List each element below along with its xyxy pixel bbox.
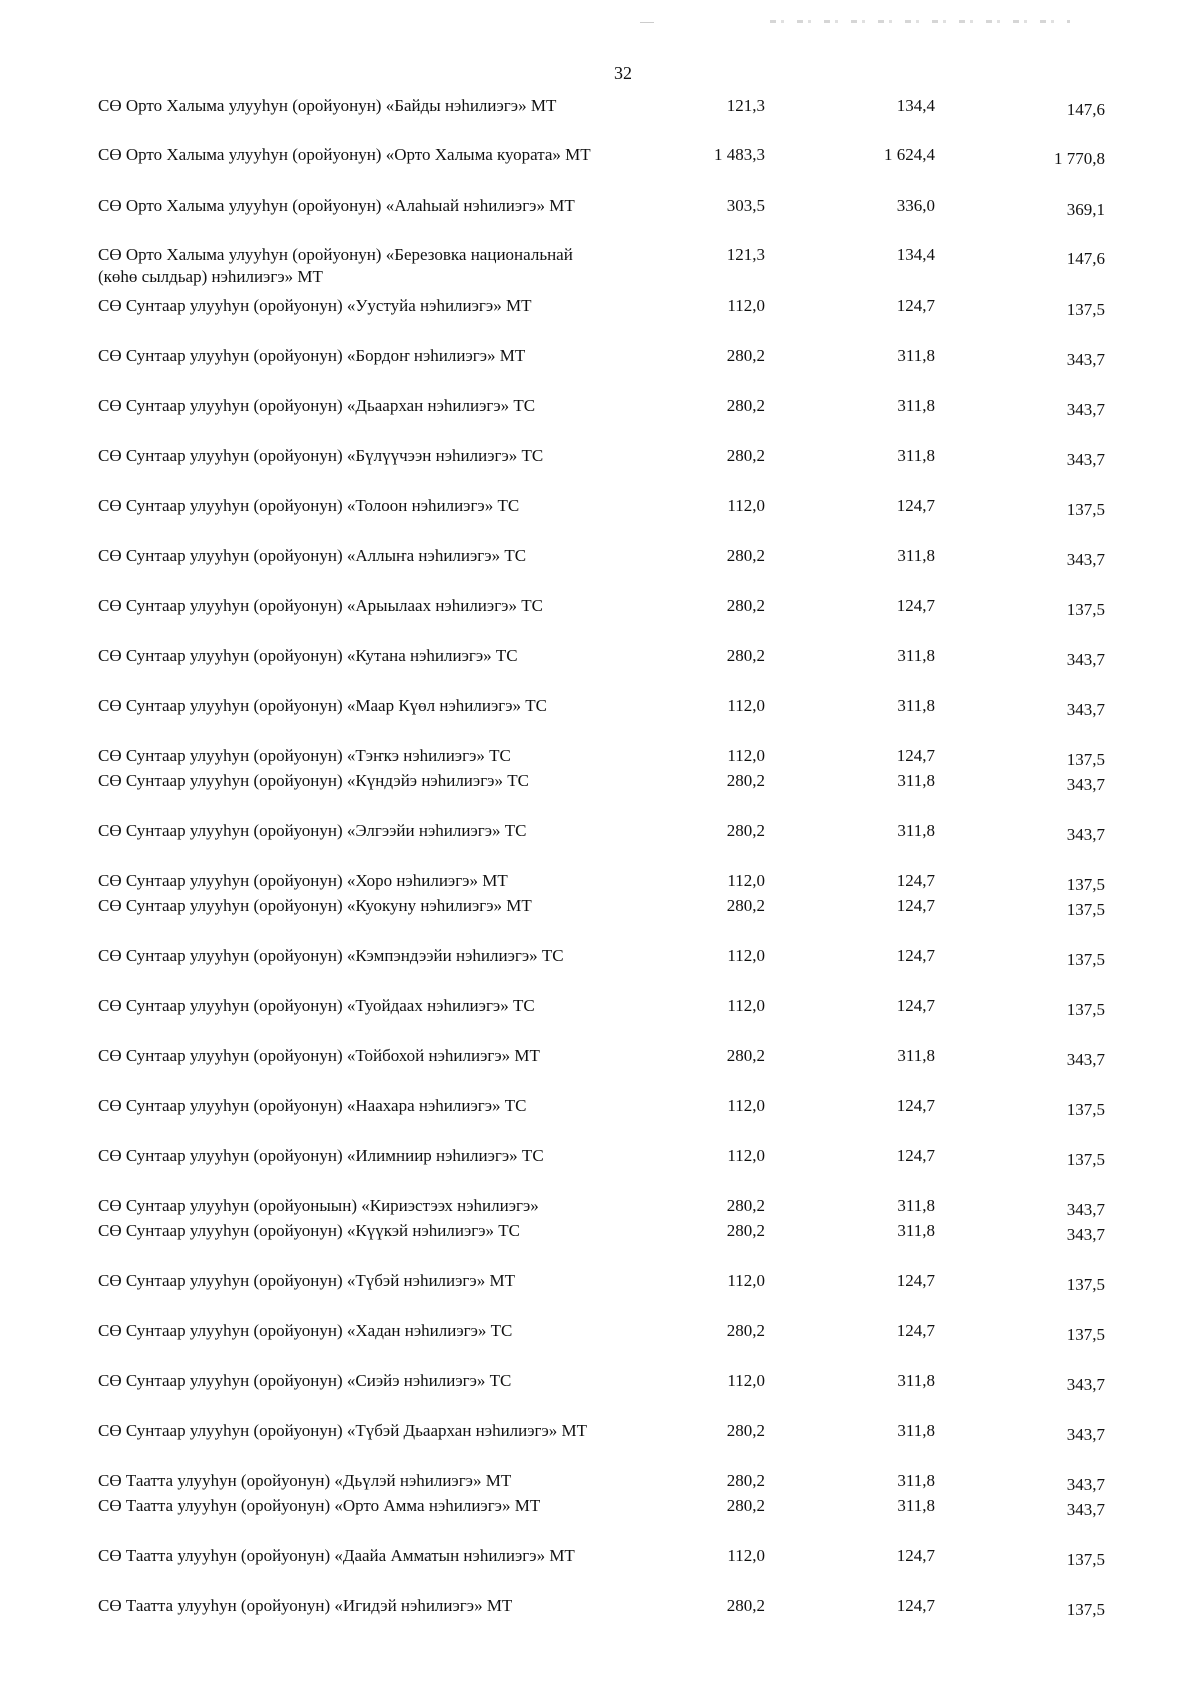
value-col-2: 124,7 — [896, 296, 935, 315]
value-col-2: 124,7 — [896, 946, 935, 965]
value-col-2: 124,7 — [896, 996, 935, 1015]
value-col-1: 112,0 — [727, 1371, 765, 1390]
value-col-2: 311,8 — [897, 771, 935, 790]
value-col-2: 1 624,4 — [884, 145, 935, 164]
value-col-3: 343,7 — [1066, 1475, 1105, 1494]
row-name: СӨ Сунтаар улууһун (оройуонун) «Күндэйэ нэһилиэгэ» ТС — [98, 771, 529, 790]
row-name: СӨ Сунтаар улууһун (оройуонун) «Бүлүүчээн нэһилиэгэ» ТС — [98, 446, 544, 465]
value-col-3: 137,5 — [1066, 600, 1105, 619]
value-col-3: 147,6 — [1066, 249, 1105, 268]
value-col-3: 343,7 — [1066, 1200, 1105, 1219]
row-name: СӨ Сунтаар улууһун (оройуонун) «Кэмпэндээйи нэһилиэгэ» ТС — [98, 946, 564, 965]
value-col-2: 124,7 — [896, 1146, 935, 1165]
value-col-1: 121,3 — [726, 245, 765, 264]
row-name: СӨ Сунтаар улууһун (оройуонун) «Илимниир нэһилиэгэ» ТС — [98, 1146, 544, 1165]
value-col-1: 1 483,3 — [714, 145, 765, 164]
row-name: СӨ Сунтаар улууһун (оройуонун) «Тойбохой нэһилиэгэ» МТ — [98, 1046, 540, 1065]
value-col-3: 343,7 — [1066, 650, 1105, 669]
value-col-3: 137,5 — [1066, 1000, 1105, 1019]
row-name: СӨ Сунтаар улууһун (оройуонун) «Түбэй нэһилиэгэ» МТ — [98, 1271, 515, 1290]
value-col-3: 137,5 — [1066, 750, 1105, 769]
value-col-3: 137,5 — [1066, 1550, 1105, 1569]
value-col-2: 311,8 — [897, 821, 935, 840]
value-col-2: 311,8 — [897, 1046, 935, 1065]
value-col-2: 134,4 — [896, 245, 935, 264]
value-col-1: 112,0 — [727, 496, 765, 515]
row-name: СӨ Сунтаар улууһун (оройуоныын) «Кириэстээх нэһилиэгэ» — [98, 1196, 539, 1215]
row-name: СӨ Сунтаар улууһун (оройуонун) «Хадан нэһилиэгэ» ТС — [98, 1321, 513, 1340]
value-col-1: 112,0 — [727, 871, 765, 890]
value-col-1: 112,0 — [727, 1271, 765, 1290]
value-col-2: 311,8 — [897, 646, 935, 665]
row-name: СӨ Сунтаар улууһун (оройуонун) «Бордоҥ нэһилиэгэ» МТ — [98, 346, 526, 365]
value-col-1: 280,2 — [726, 396, 765, 415]
value-col-3: 147,6 — [1066, 100, 1105, 119]
value-col-2: 134,4 — [896, 96, 935, 115]
row-name: СӨ Сунтаар улууһун (оройуонун) «Хоро нэһилиэгэ» МТ — [98, 871, 508, 890]
row-name: СӨ Сунтаар улууһун (оройуонун) «Маар Күөл нэһилиэгэ» ТС — [98, 696, 548, 715]
value-col-2: 124,7 — [896, 746, 935, 765]
value-col-3: 343,7 — [1066, 1500, 1105, 1519]
value-col-1: 280,2 — [726, 546, 765, 565]
value-col-1: 112,0 — [727, 1546, 765, 1565]
value-col-2: 124,7 — [896, 496, 935, 515]
row-name: СӨ Сунтаар улууһун (оройуонун) «Сиэйэ нэһилиэгэ» ТС — [98, 1371, 512, 1390]
row-name: СӨ Таатта улууһун (оройуонун) «Даайа Амматын нэһилиэгэ» МТ — [98, 1546, 575, 1565]
value-col-2: 124,7 — [896, 1596, 935, 1615]
value-col-2: 311,8 — [897, 1371, 935, 1390]
value-col-3: 343,7 — [1066, 400, 1105, 419]
row-name: СӨ Орто Халыма улууһун (оройуонун) «Березовка национальнай (көһө сылдьар) нэһилиэгэ» МТ — [98, 245, 573, 286]
value-col-2: 311,8 — [897, 1471, 935, 1490]
value-col-1: 112,0 — [727, 296, 765, 315]
value-col-1: 112,0 — [727, 1146, 765, 1165]
value-col-1: 303,5 — [726, 196, 765, 215]
value-col-3: 137,5 — [1066, 875, 1105, 894]
value-col-2: 311,8 — [897, 1196, 935, 1215]
value-col-2: 311,8 — [897, 1496, 935, 1515]
value-col-2: 124,7 — [896, 1271, 935, 1290]
value-col-2: 124,7 — [896, 1321, 935, 1340]
value-col-2: 336,0 — [896, 196, 935, 215]
value-col-2: 311,8 — [897, 396, 935, 415]
value-col-1: 280,2 — [726, 771, 765, 790]
value-col-1: 280,2 — [726, 1046, 765, 1065]
value-col-3: 137,5 — [1066, 950, 1105, 969]
value-col-2: 124,7 — [896, 871, 935, 890]
value-col-3: 137,5 — [1066, 300, 1105, 319]
value-col-3: 137,5 — [1066, 1150, 1105, 1169]
value-col-3: 343,7 — [1066, 775, 1105, 794]
row-name: СӨ Сунтаар улууһун (оройуонун) «Туойдаах нэһилиэгэ» ТС — [98, 996, 535, 1015]
value-col-1: 280,2 — [726, 1196, 765, 1215]
value-col-2: 311,8 — [897, 446, 935, 465]
row-name: СӨ Сунтаар улууһун (оройуонун) «Аллыҥа нэһилиэгэ» ТС — [98, 546, 527, 565]
value-col-3: 343,7 — [1066, 1375, 1105, 1394]
value-col-3: 1 770,8 — [1054, 149, 1105, 168]
row-name: СӨ Сунтаар улууһун (оройуонун) «Элгээйи нэһилиэгэ» ТС — [98, 821, 527, 840]
row-name: СӨ Сунтаар улууһун (оройуонун) «Толоон нэһилиэгэ» ТС — [98, 496, 520, 515]
value-col-2: 124,7 — [896, 896, 935, 915]
value-col-3: 343,7 — [1066, 350, 1105, 369]
row-name: СӨ Сунтаар улууһун (оройуонун) «Дьаархан нэһилиэгэ» ТС — [98, 396, 536, 415]
page-number: 32 — [614, 63, 632, 83]
value-col-1: 280,2 — [726, 1221, 765, 1240]
value-col-2: 124,7 — [896, 1096, 935, 1115]
row-name: СӨ Сунтаар улууһун (оройуонун) «Кутана нэһилиэгэ» ТС — [98, 646, 518, 665]
value-col-2: 124,7 — [896, 596, 935, 615]
value-col-3: 137,5 — [1066, 500, 1105, 519]
row-name: СӨ Таатта улууһун (оройуонун) «Орто Амма нэһилиэгэ» МТ — [98, 1496, 541, 1515]
value-col-1: 280,2 — [726, 1421, 765, 1440]
row-name: СӨ Сунтаар улууһун (оройуонун) «Куокуну нэһилиэгэ» МТ — [98, 896, 532, 915]
value-col-1: 112,0 — [727, 946, 765, 965]
value-col-3: 137,5 — [1066, 1275, 1105, 1294]
value-col-1: 280,2 — [726, 446, 765, 465]
value-col-1: 280,2 — [726, 1496, 765, 1515]
row-name: СӨ Сунтаар улууһун (оройуонун) «Наахара нэһилиэгэ» ТС — [98, 1096, 527, 1115]
value-col-1: 280,2 — [726, 1596, 765, 1615]
row-name: СӨ Сунтаар улууһун (оройуонун) «Арыылаах нэһилиэгэ» ТС — [98, 596, 543, 615]
value-col-1: 280,2 — [726, 896, 765, 915]
value-col-2: 311,8 — [897, 546, 935, 565]
value-col-3: 343,7 — [1066, 825, 1105, 844]
row-name: СӨ Сунтаар улууһун (оройуонун) «Тэҥкэ нэһилиэгэ» ТС — [98, 746, 511, 765]
value-col-1: 112,0 — [727, 746, 765, 765]
value-col-1: 280,2 — [726, 1471, 765, 1490]
value-col-2: 311,8 — [897, 1421, 935, 1440]
value-col-3: 137,5 — [1066, 1600, 1105, 1619]
value-col-3: 137,5 — [1066, 1100, 1105, 1119]
value-col-1: 112,0 — [727, 1096, 765, 1115]
value-col-3: 137,5 — [1066, 1325, 1105, 1344]
value-col-3: 137,5 — [1066, 900, 1105, 919]
row-name: СӨ Таатта улууһун (оройуонун) «Игидэй нэһилиэгэ» МТ — [98, 1596, 513, 1615]
row-name: СӨ Орто Халыма улууһун (оройуонун) «Алаһыай нэһилиэгэ» МТ — [98, 196, 575, 215]
value-col-1: 280,2 — [726, 1321, 765, 1340]
value-col-3: 343,7 — [1066, 1225, 1105, 1244]
value-col-1: 121,3 — [726, 96, 765, 115]
value-col-3: 343,7 — [1066, 1425, 1105, 1444]
row-name: СӨ Таатта улууһун (оройуонун) «Дьүлэй нэһилиэгэ» МТ — [98, 1471, 512, 1490]
value-col-1: 280,2 — [726, 596, 765, 615]
value-col-1: 280,2 — [726, 346, 765, 365]
value-col-2: 311,8 — [897, 346, 935, 365]
value-col-1: 112,0 — [727, 696, 765, 715]
row-name: СӨ Сунтаар улууһун (оройуонун) «Түбэй Дьаархан нэһилиэгэ» МТ — [98, 1421, 588, 1440]
value-col-3: 343,7 — [1066, 1050, 1105, 1069]
value-col-1: 280,2 — [726, 821, 765, 840]
value-col-3: 343,7 — [1066, 700, 1105, 719]
row-name: СӨ Сунтаар улууһун (оройуонун) «Уустуйа нэһилиэгэ» МТ — [98, 296, 532, 315]
row-name: СӨ Сунтаар улууһун (оройуонун) «Күүкэй нэһилиэгэ» ТС — [98, 1221, 521, 1240]
value-col-2: 311,8 — [897, 696, 935, 715]
value-col-3: 369,1 — [1066, 200, 1105, 219]
value-col-1: 112,0 — [727, 996, 765, 1015]
value-col-2: 311,8 — [897, 1221, 935, 1240]
value-col-3: 343,7 — [1066, 450, 1105, 469]
value-col-1: 280,2 — [726, 646, 765, 665]
value-col-3: 343,7 — [1066, 550, 1105, 569]
row-name: СӨ Орто Халыма улууһун (оройуонун) «Орто Халыма куората» МТ — [98, 145, 591, 164]
value-col-2: 124,7 — [896, 1546, 935, 1565]
row-name: СӨ Орто Халыма улууһун (оройуонун) «Байды нэһилиэгэ» МТ — [98, 96, 557, 115]
